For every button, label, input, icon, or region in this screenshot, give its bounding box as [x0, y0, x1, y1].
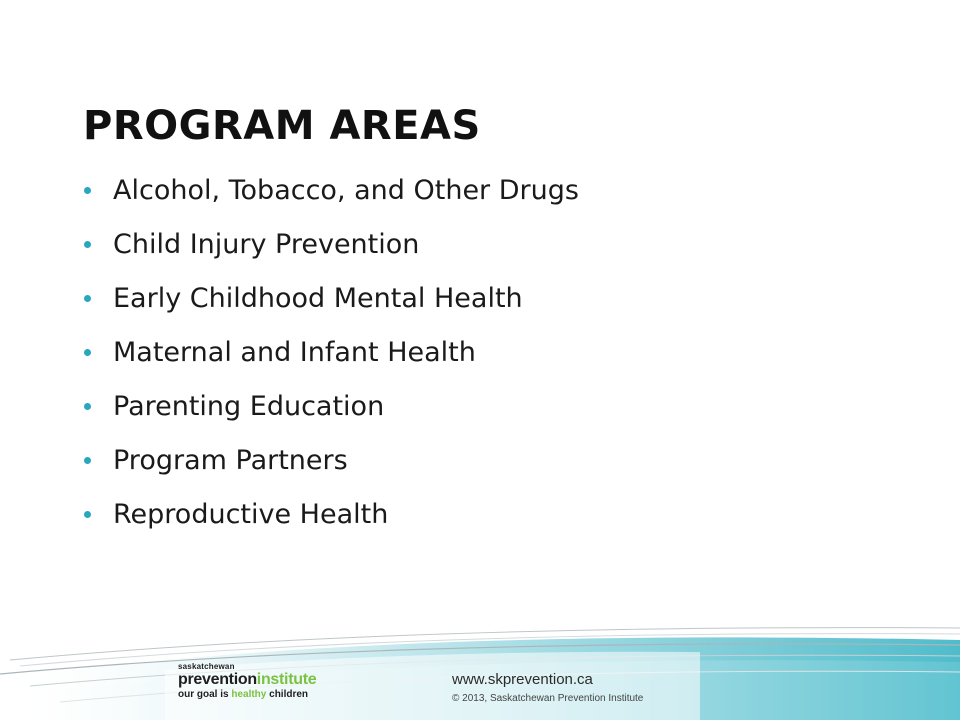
list-item-text: Alcohol, Tobacco, and Other Drugs — [113, 174, 579, 206]
logo-brand — [178, 672, 318, 688]
list-item — [84, 487, 579, 541]
list-item — [84, 271, 579, 325]
list-item-text: Parenting Education — [113, 390, 385, 422]
bullet-icon — [84, 511, 91, 518]
list-item — [84, 217, 579, 271]
list-item — [84, 433, 579, 487]
logo-tagline-part1: our goal is — [178, 689, 232, 700]
bullet-icon — [84, 295, 91, 302]
bullet-icon — [84, 457, 91, 464]
footer-url[interactable]: www.skprevention.ca — [452, 671, 593, 688]
logo — [178, 663, 318, 700]
logo-brand-part2: institute — [256, 671, 317, 688]
list-item-text: Early Childhood Mental Health — [113, 282, 523, 314]
list-item — [84, 325, 579, 379]
logo-brand-part1: prevention — [178, 671, 257, 688]
list-item — [84, 379, 579, 433]
bullet-icon — [84, 403, 91, 410]
list-item-text: Maternal and Infant Health — [113, 336, 476, 368]
footer-copyright: © 2013, Saskatchewan Prevention Institute — [452, 693, 644, 704]
bullet-icon — [84, 349, 91, 356]
list-item-text: Reproductive Health — [113, 498, 389, 530]
program-areas-list — [84, 163, 579, 541]
logo-tagline — [178, 690, 318, 700]
slide-title: PROGRAM AREAS — [83, 103, 481, 149]
list-item — [84, 163, 579, 217]
bullet-icon — [84, 187, 91, 194]
list-item-text: Child Injury Prevention — [113, 228, 420, 260]
logo-top-line: saskatchewan — [178, 662, 235, 671]
logo-tagline-highlight: healthy — [231, 689, 267, 700]
logo-tagline-part2: children — [266, 689, 309, 700]
bullet-icon — [84, 241, 91, 248]
list-item-text: Program Partners — [113, 444, 348, 476]
